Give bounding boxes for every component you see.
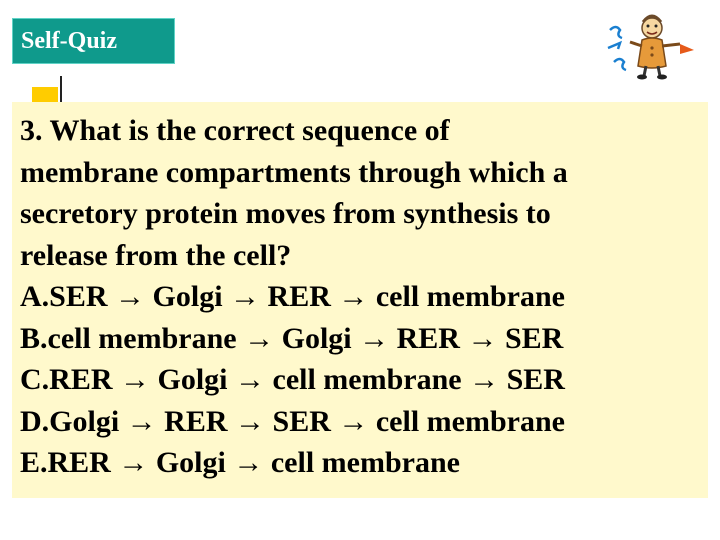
answer-option-c[interactable]: C.RER → Golgi → cell membrane → SER <box>20 363 565 396</box>
quiz-box <box>12 102 708 498</box>
answer-option-e[interactable]: E.RER → Golgi → cell membrane <box>20 446 460 479</box>
question-line: 3. What is the correct sequence of <box>20 114 450 147</box>
question-line: release from the cell? <box>20 238 292 272</box>
answer-option-d[interactable]: D.Golgi → RER → SER → cell membrane <box>20 404 565 438</box>
answer-option-b[interactable]: B.cell membrane → Golgi → RER → SER <box>20 321 564 355</box>
cartoon-figure-icon <box>600 10 700 80</box>
page-title: Self-Quiz <box>12 18 175 64</box>
question-line: membrane compartments through which a <box>20 155 568 189</box>
answer-option-a[interactable]: A.SER → Golgi → RER → cell membrane <box>20 280 565 313</box>
question-line: secretory protein moves from synthesis to <box>20 197 551 230</box>
